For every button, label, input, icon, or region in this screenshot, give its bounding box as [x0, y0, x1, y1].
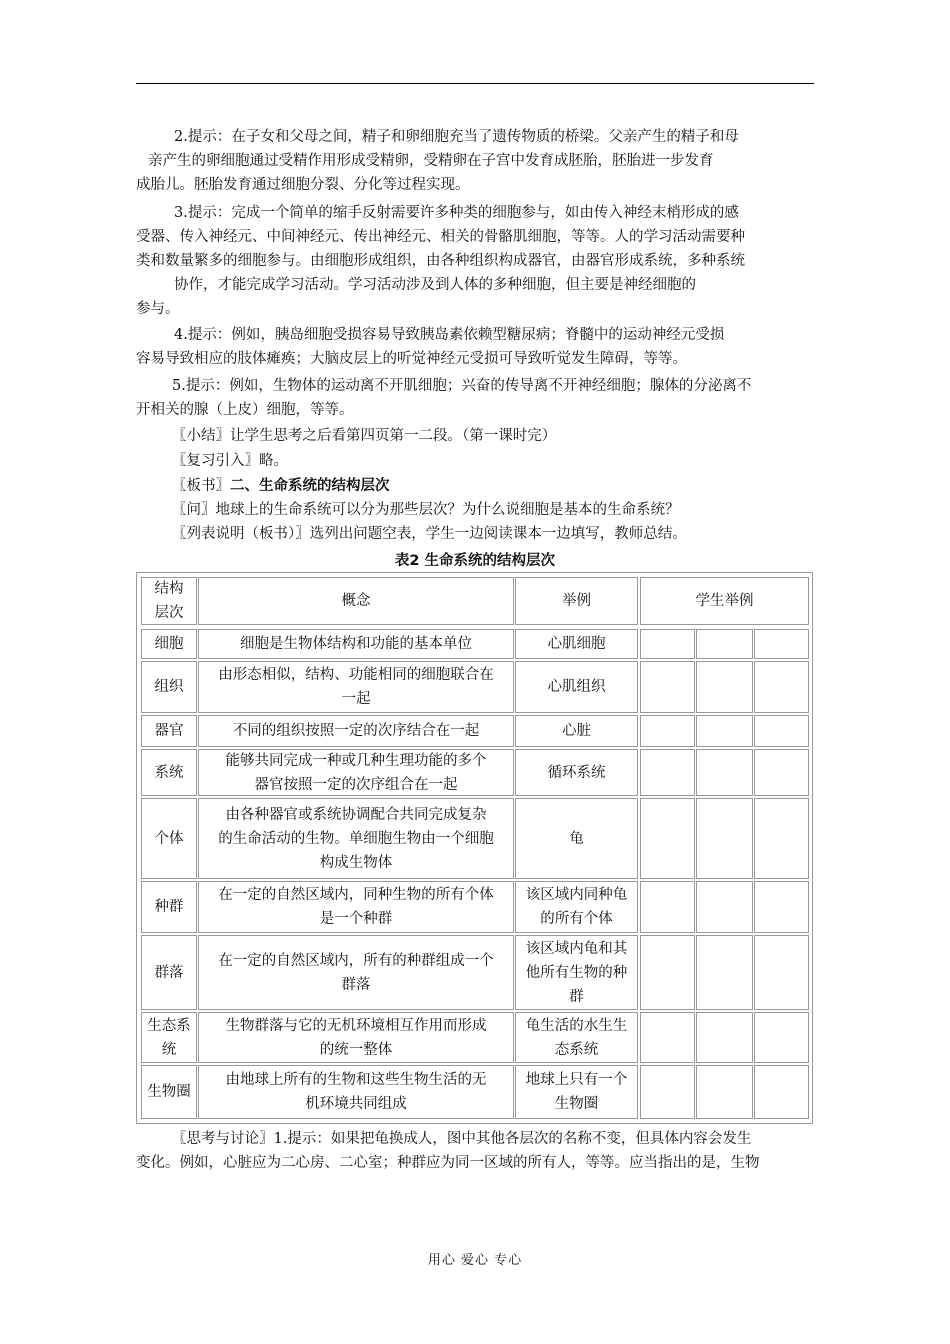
structure-levels-table [136, 572, 813, 1124]
concept-cell: 由形态相似，结构、功能相同的细胞联合在 一起 [198, 661, 514, 713]
board-heading: 二、生命系统的结构层次 [230, 478, 390, 494]
student-example-cell [754, 715, 809, 747]
page-footer: 用心 爱心 专心 [427, 1253, 523, 1268]
level-cell: 生态系 统 [141, 1012, 197, 1063]
header-level: 结构 层次 [141, 577, 197, 625]
student-example-cell [696, 935, 753, 1010]
example-cell: 心肌组织 [515, 661, 638, 713]
student-example-cell [754, 749, 809, 796]
student-example-cell [754, 935, 809, 1010]
concept-cell: 不同的组织按照一定的次序结合在一起 [198, 715, 514, 747]
level-cell: 群落 [141, 935, 197, 1010]
concept-cell: 在一定的自然区域内，同种生物的所有个体 是一个种群 [198, 881, 514, 933]
student-example-cell [754, 798, 809, 879]
concept-cell: 生物群落与它的无机环境相互作用而形成 的统一整体 [198, 1012, 514, 1063]
student-example-cell [754, 661, 809, 713]
concept-cell: 能够共同完成一种或几种生理功能的多个 器官按照一定的次序组合在一起 [198, 749, 514, 796]
example-cell: 心脏 [515, 715, 638, 747]
board-label: 〖板书〗 [172, 478, 230, 494]
student-example-cell [640, 1065, 695, 1119]
level-cell: 细胞 [141, 629, 197, 659]
example-cell: 地球上只有一个 生物圈 [515, 1065, 638, 1119]
board-line [172, 474, 390, 498]
question-line: 〖问〗地球上的生命系统可以分为那些层次？为什么说细胞是基本的生命系统？ [172, 502, 680, 518]
example-cell: 龟生活的水生生 态系统 [515, 1012, 638, 1063]
level-cell: 生物圈 [141, 1065, 197, 1119]
student-example-cell [754, 1012, 809, 1063]
student-example-cell [754, 629, 809, 659]
example-cell: 龟 [515, 798, 638, 879]
paragraph-hint-2: 2.提示：在子女和父母之间，精子和卵细胞充当了遗传物质的桥梁。父亲产生的精子和母 亲产生的卵细胞通过受精作用形成受精卵，受精卵在子宫中发育成胚胎，胚胎进一步发育 成胎儿。胚胎发育通过细胞分裂、分化等过程实现。 [136, 129, 739, 193]
header-concept: 概念 [198, 577, 514, 625]
header-student-example: 学生举例 [640, 577, 809, 625]
student-example-cell [696, 715, 753, 747]
student-example-cell [754, 1065, 809, 1119]
student-example-cell [640, 1012, 695, 1063]
student-example-cell [640, 749, 695, 796]
header-example: 举例 [515, 577, 638, 625]
student-example-cell [640, 881, 695, 933]
example-cell: 该区域内龟和其 他所有生物的种 群 [515, 935, 638, 1010]
level-cell: 器官 [141, 715, 197, 747]
level-cell: 系统 [141, 749, 197, 796]
concept-cell: 细胞是生物体结构和功能的基本单位 [198, 629, 514, 659]
concept-cell: 在一定的自然区域内，所有的种群组成一个 群落 [198, 935, 514, 1010]
student-example-cell [696, 749, 753, 796]
student-example-cell [696, 629, 753, 659]
student-example-cell [640, 715, 695, 747]
student-example-cell [696, 1012, 753, 1063]
student-example-cell [696, 1065, 753, 1119]
example-cell: 循环系统 [515, 749, 638, 796]
concept-cell: 由地球上所有的生物和这些生物生活的无 机环境共同组成 [198, 1065, 514, 1119]
paragraph-hint-3: 3.提示：完成一个简单的缩手反射需要许多种类的细胞参与，如由传入神经末梢形成的感 受器、传入神经元、中间神经元、传出神经元、相关的骨骼肌细胞，等等。人的学习活动需要种 类和数量繁多的细胞参与。由细胞形成组织，由各种组织构成器官，由器官形成系统，多种系统 协作，才能完成学习活动。学习活动涉及到人体的多种细胞，但主要是神经细胞的 参与。 [136, 205, 745, 317]
student-example-cell [640, 661, 695, 713]
student-example-cell [696, 661, 753, 713]
student-example-cell [640, 629, 695, 659]
review-line: 〖复习引入〗略。 [172, 453, 288, 469]
student-example-cell [640, 935, 695, 1010]
student-example-cell [754, 881, 809, 933]
paragraph-hint-5: 5.提示：例如，生物体的运动离不开肌细胞；兴奋的传导离不开神经细胞；腺体的分泌离不 开相关的腺（上皮）细胞，等等。 [136, 378, 752, 418]
student-example-cell [640, 798, 695, 879]
level-cell: 种群 [141, 881, 197, 933]
level-cell: 个体 [141, 798, 197, 879]
student-example-cell [696, 881, 753, 933]
level-cell: 组织 [141, 661, 197, 713]
student-example-cell [696, 798, 753, 879]
example-cell: 该区域内同种龟 的所有个体 [515, 881, 638, 933]
concept-cell: 由各种器官或系统协调配合共同完成复杂 的生命活动的生物。单细胞生物由一个细胞 构成生物体 [198, 798, 514, 879]
example-cell: 心肌细胞 [515, 629, 638, 659]
list-note-line: 〖列表说明（板书）〗选列出问题空表，学生一边阅读课本一边填写，教师总结。 [172, 526, 687, 542]
discussion-paragraph: 〖思考与讨论〗1.提示：如果把龟换成人，图中其他各层次的名称不变，但具体内容会发生 变化。例如，心脏应为二心房、二心室；种群应为同一区域的所有人，等等。应当指出的是，生物 [136, 1131, 760, 1171]
table-caption: 表2 生命系统的结构层次 [394, 553, 556, 569]
summary-line: 〖小结〗让学生思考之后看第四页第一二段。（第一课时完） [172, 428, 557, 444]
header-rule [136, 83, 814, 84]
paragraph-hint-4: 4.提示：例如，胰岛细胞受损容易导致胰岛素依赖型糖尿病；脊髓中的运动神经元受损 容易导致相应的肢体瘫痪；大脑皮层上的听觉神经元受损可导致听觉发生障碍，等等。 [136, 327, 725, 367]
